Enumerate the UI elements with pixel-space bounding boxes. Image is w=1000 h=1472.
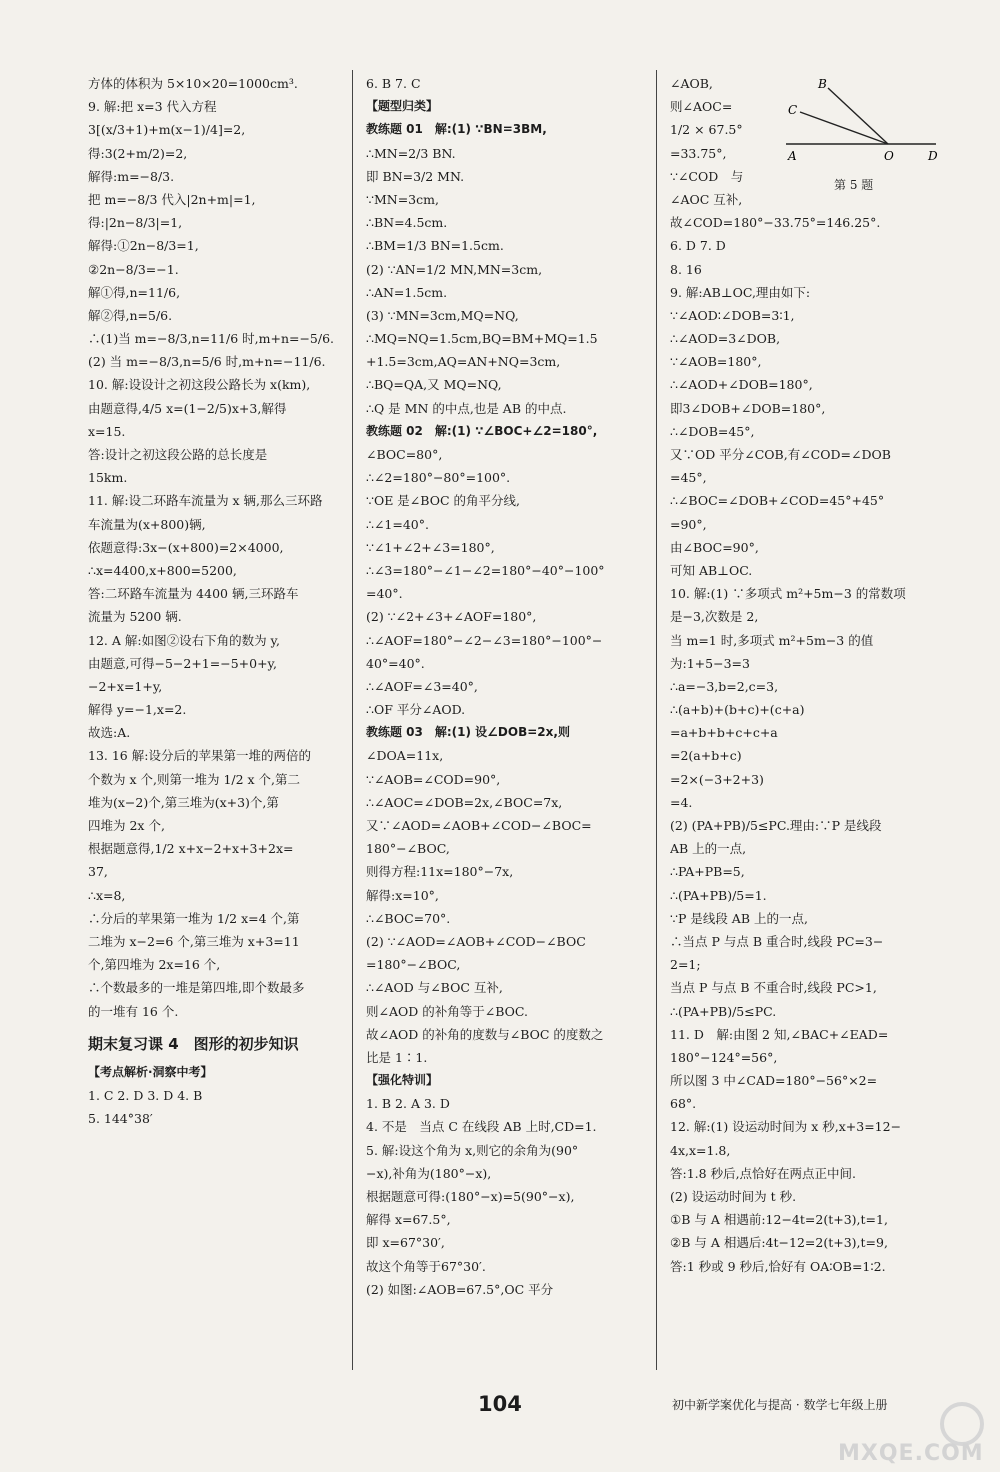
angle-figure	[780, 78, 940, 190]
text-line: 解得 y=−1,x=2.	[88, 702, 187, 718]
watermark-logo	[838, 1402, 988, 1466]
text-line: ∴(a+b)+(b+c)+(c+a)	[670, 702, 805, 718]
text-line: ∵∠COD 与	[670, 168, 744, 184]
text-line: =33.75°,	[670, 145, 727, 161]
text-line: 答:1 秒或 9 秒后,恰好有 OA∶OB=1∶2.	[670, 1258, 886, 1274]
text-line: 故∠AOD 的补角的度数与∠BOC 的度数之	[366, 1026, 604, 1042]
text-line: 比是 1∶1.	[366, 1049, 428, 1065]
text-line: ∴∠3=180°−∠1−∠2=180°−40°−100°	[366, 562, 605, 578]
text-line: (2) ∵∠2+∠3+∠AOF=180°,	[366, 609, 537, 625]
text-line: 11. D 解:由图 2 知,∠BAC+∠EAD=	[670, 1026, 889, 1042]
text-line: 则得方程:11x=180°−7x,	[366, 864, 514, 880]
page-number: 104	[478, 1392, 522, 1416]
text-line: 则∠AOD 的补角等于∠BOC.	[366, 1003, 528, 1019]
angle-diagram	[780, 78, 940, 190]
text-line: 8. 16	[670, 261, 702, 277]
label-d: D	[928, 149, 938, 163]
text-line: 解得:x=10°,	[366, 887, 439, 903]
text-line: (2) (PA+PB)/5≤PC.理由:∵P 是线段	[670, 818, 882, 833]
text-line: ∴MQ=NQ=1.5cm,BQ=BM+MQ=1.5	[366, 331, 598, 347]
text-line: 9. 解:把 x=3 代入方程	[88, 99, 217, 115]
text-line: 12. 解:(1) 设运动时间为 x 秒,x+3=12−	[670, 1119, 902, 1135]
text-line: 教练题 02 解:(1) ∵∠BOC+∠2=180°,	[366, 423, 598, 438]
column-left	[88, 72, 340, 1130]
text-line: 【题型归类】	[366, 99, 439, 114]
text-line: ∴OF 平分∠AOD.	[366, 702, 466, 718]
text-line: 故∠COD=180°−33.75°=146.25°.	[670, 215, 881, 231]
text-line: 4x,x=1.8,	[670, 1142, 731, 1158]
text-line: 的一堆有 16 个.	[88, 1003, 179, 1019]
text-line: 6. D 7. D	[670, 238, 726, 254]
column-right	[670, 72, 940, 1278]
text-line: ∴∠BOC=70°.	[366, 910, 451, 926]
text-line: 根据题意可得:(180°−x)=5(90°−x),	[366, 1189, 575, 1204]
text-line: 4. 不是 当点 C 在线段 AB 上时,CD=1.	[366, 1119, 597, 1135]
text-line: ②2n−8/3=−1.	[88, 261, 179, 277]
column-divider	[352, 70, 353, 1370]
watermark-icon	[838, 1402, 988, 1466]
chapter-title: 期末复习课 4 图形的初步知识	[88, 1034, 299, 1053]
text-line: 车流量为(x+800)辆,	[88, 516, 206, 532]
text-line: 流量为 5200 辆.	[88, 609, 182, 625]
svg-text:MXQE.COM: MXQE.COM	[838, 1441, 984, 1466]
text-line: 故这个角等于67°30′.	[366, 1258, 486, 1274]
text-line: 得:|2n−8/3|=1,	[88, 215, 183, 231]
text-line: 6. B 7. C	[366, 76, 421, 91]
text-line: 方体的体积为 5×10×20=1000cm³.	[88, 76, 298, 91]
text-line: 11. 解:设二环路车流量为 x 辆,那么三环路	[88, 493, 323, 509]
label-a: A	[788, 149, 797, 163]
text-line: 5. 解:设这个角为 x,则它的余角为(90°	[366, 1142, 579, 1158]
text-line: x=15.	[88, 423, 126, 439]
text-line: ∴∠AOF=∠3=40°,	[366, 678, 478, 694]
label-o: O	[884, 149, 894, 163]
text-line: 又∵OD 平分∠COB,有∠COD=∠DOB	[670, 447, 891, 462]
text-line: =45°,	[670, 470, 707, 486]
text-line: 把 m=−8/3 代入|2n+m|=1,	[88, 191, 256, 207]
text-line: 1. C 2. D 3. D 4. B	[88, 1087, 203, 1103]
text-line: 1/2 × 67.5°	[670, 122, 743, 138]
text-line: 故选:A.	[88, 725, 131, 741]
label-c: C	[788, 103, 798, 117]
text-line: =2×(−3+2+3)	[670, 771, 764, 787]
text-line: 5. 144°38′	[88, 1111, 153, 1127]
text-line: 9. 解:AB⊥OC,理由如下:	[670, 284, 811, 300]
text-line: ∠AOC 互补,	[670, 191, 743, 207]
book-footer: 初中新学案优化与提高 · 数学七年级上册	[672, 1398, 888, 1412]
text-line: 则∠AOC=	[670, 99, 733, 115]
text-line: =a+b+b+c+c+a	[670, 725, 778, 741]
text-line: 堆为(x−2)个,第三堆为(x+3)个,第	[88, 794, 279, 810]
text-line: 为:1+5−3=3	[670, 655, 750, 671]
column-divider	[656, 70, 657, 1370]
text-line: ∴当点 P 与点 B 重合时,线段 PC=3−	[670, 933, 884, 949]
text-line: +1.5=3cm,AQ=AN+NQ=3cm,	[366, 354, 561, 370]
text-line: 37,	[88, 864, 108, 880]
text-line: =4.	[670, 794, 693, 810]
text-line: ∴(PA+PB)/5≤PC.	[670, 1003, 777, 1019]
text-line: ∴AN=1.5cm.	[366, 284, 448, 300]
text-line: =180°−∠BOC,	[366, 957, 461, 973]
text-line: 10. 解:设设计之初这段公路长为 x(km),	[88, 377, 311, 393]
text-line: 可知 AB⊥OC.	[670, 562, 753, 578]
text-line: 15km.	[88, 470, 128, 486]
text-line: 解得:①2n−8/3=1,	[88, 238, 199, 254]
text-line: 答:1.8 秒后,点恰好在两点正中间.	[670, 1165, 857, 1181]
text-line: −2+x=1+y,	[88, 678, 163, 694]
figure-caption: 第 5 题	[834, 178, 874, 192]
text-line: 根据题意得,1/2 x+x−2+x+3+2x=	[88, 841, 294, 857]
text-line: ∴∠AOC=∠DOB=2x,∠BOC=7x,	[366, 794, 563, 810]
text-line: ∵MN=3cm,	[366, 191, 439, 207]
text-line: 个数为 x 个,则第一堆为 1/2 x 个,第二	[88, 771, 301, 787]
text-line: ∵P 是线段 AB 上的一点,	[670, 910, 808, 926]
text-line: ∵∠AOB=∠COD=90°,	[366, 771, 501, 787]
text-line: 即 BN=3/2 MN.	[366, 168, 465, 184]
text-line: 180°−124°=56°,	[670, 1049, 778, 1065]
text-line: ∴∠AOD=3∠DOB,	[670, 331, 781, 347]
text-line: 所以图 3 中∠CAD=180°−56°×2=	[670, 1073, 878, 1089]
text-line: ∠AOB,	[670, 76, 713, 91]
text-line: 由题意,可得−5−2+1=−5+0+y,	[88, 655, 277, 671]
text-line: 即3∠DOB+∠DOB=180°,	[670, 400, 826, 416]
text-line: 【强化特训】	[366, 1073, 439, 1088]
text-line: ∴∠AOF=180°−∠2−∠3=180°−100°−	[366, 632, 603, 648]
text-line: 12. A 解:如图②设右下角的数为 y,	[88, 632, 280, 648]
text-line: ∠BOC=80°,	[366, 447, 443, 462]
text-line: ∵∠AOB=180°,	[670, 354, 762, 370]
text-line: 解得 x=67.5°,	[366, 1212, 451, 1228]
text-line: ∴x=4400,x+800=5200,	[88, 562, 237, 578]
text-line: 解②得,n=5/6.	[88, 307, 173, 323]
text-line: (3) ∵MN=3cm,MQ=NQ,	[366, 307, 519, 323]
text-line: ∴a=−3,b=2,c=3,	[670, 678, 779, 694]
text-line: ∵∠AOD∶∠DOB=3∶1,	[670, 307, 795, 323]
text-line: ∴x=8,	[88, 887, 126, 903]
text-line: 教练题 03 解:(1) 设∠DOB=2x,则	[366, 725, 570, 740]
text-line: ∠DOA=11x,	[366, 748, 444, 764]
text-line: 10. 解:(1) ∵多项式 m²+5m−3 的常数项	[670, 586, 906, 602]
text-line: 解得:m=−8/3.	[88, 168, 175, 184]
text-line: ∴BN=4.5cm.	[366, 215, 448, 231]
text-line: ②B 与 A 相遇后:4t−12=2(t+3),t=9,	[670, 1235, 888, 1251]
text-line: 是−3,次数是 2,	[670, 609, 759, 625]
text-line: ∵OE 是∠BOC 的角平分线,	[366, 493, 520, 509]
text-line: 2=1;	[670, 957, 701, 973]
text-line: ∴∠DOB=45°,	[670, 423, 755, 439]
text-line: 四堆为 2x 个,	[88, 818, 165, 833]
text-line: 【考点解析·洞察中考】	[88, 1064, 213, 1079]
text-line: 180°−∠BOC,	[366, 841, 450, 857]
text-line: ∴(PA+PB)/5=1.	[670, 887, 767, 903]
column-middle	[366, 72, 644, 1301]
text-line: 3[(x/3+1)+m(x−1)/4]=2,	[88, 122, 246, 138]
text-line: ∴Q 是 MN 的中点,也是 AB 的中点.	[366, 400, 567, 416]
text-line: 又∵∠AOD=∠AOB+∠COD−∠BOC=	[366, 818, 592, 833]
text-line: 13. 16 解:设分后的苹果第一堆的两倍的	[88, 748, 311, 764]
text-line: (2) 设运动时间为 t 秒.	[670, 1189, 797, 1204]
text-line: ∴BM=1/3 BN=1.5cm.	[366, 238, 504, 254]
text-line: ∴(1)当 m=−8/3,n=11/6 时,m+n=−5/6.	[88, 331, 335, 347]
label-b: B	[818, 78, 827, 91]
text-line: ∴∠AOD 与∠BOC 互补,	[366, 980, 503, 996]
text-line: 40°=40°.	[366, 655, 425, 671]
text-line: 由题意得,4/5 x=(1−2/5)x+3,解得	[88, 400, 287, 416]
text-line: ∴个数最多的一堆是第四堆,即个数最多	[88, 980, 305, 996]
text-line: =2(a+b+c)	[670, 748, 742, 764]
text-line: (2) ∵∠AOD=∠AOB+∠COD−∠BOC	[366, 933, 586, 949]
text-line: 教练题 01 解:(1) ∵BN=3BM,	[366, 122, 547, 137]
text-line: AB 上的一点,	[670, 841, 747, 857]
text-line: ∴BQ=QA,又 MQ=NQ,	[366, 377, 502, 393]
text-line: 解①得,n=11/6,	[88, 284, 181, 300]
text-line: ∴∠BOC=∠DOB+∠COD=45°+45°	[670, 493, 885, 509]
text-line: ∵∠1+∠2+∠3=180°,	[366, 539, 495, 555]
text-line: ∴PA+PB=5,	[670, 864, 745, 880]
text-line: −x),补角为(180°−x),	[366, 1165, 492, 1181]
text-line: 由∠BOC=90°,	[670, 539, 759, 555]
text-line: 二堆为 x−2=6 个,第三堆为 x+3=11	[88, 933, 300, 949]
ray-ob	[828, 88, 888, 144]
text-line: 68°.	[670, 1096, 697, 1112]
text-line: ①B 与 A 相遇前:12−4t=2(t+3),t=1,	[670, 1212, 888, 1228]
ray-oc	[800, 112, 888, 144]
text-line: 即 x=67°30′,	[366, 1235, 445, 1251]
text-line: 依题意得:3x−(x+800)=2×4000,	[88, 539, 284, 555]
text-line: 答:二环路车流量为 4400 辆,三环路车	[88, 586, 299, 602]
text-line: =40°.	[366, 586, 403, 602]
text-line: 个,第四堆为 2x=16 个,	[88, 957, 221, 973]
text-line: ∴∠2=180°−80°=100°.	[366, 470, 511, 486]
text-line: ∴MN=2/3 BN.	[366, 145, 456, 161]
text-line: 得:3(2+m/2)=2,	[88, 145, 188, 161]
text-line: 答:设计之初这段公路的总长度是	[88, 447, 268, 462]
text-line: ∴分后的苹果第一堆为 1/2 x=4 个,第	[88, 910, 300, 926]
text-line: =90°,	[670, 516, 707, 532]
text-line: (2) 当 m=−8/3,n=5/6 时,m+n=−11/6.	[88, 354, 326, 370]
text-line: ∴∠1=40°.	[366, 516, 429, 532]
text-line: 当 m=1 时,多项式 m²+5m−3 的值	[670, 632, 874, 648]
text-line: 1. B 2. A 3. D	[366, 1096, 450, 1112]
text-line: (2) ∵AN=1/2 MN,MN=3cm,	[366, 261, 543, 277]
text-line: ∴∠AOD+∠DOB=180°,	[670, 377, 813, 393]
text-line: 当点 P 与点 B 不重合时,线段 PC>1,	[670, 980, 877, 996]
text-line: (2) 如图:∠AOB=67.5°,OC 平分	[366, 1281, 554, 1297]
